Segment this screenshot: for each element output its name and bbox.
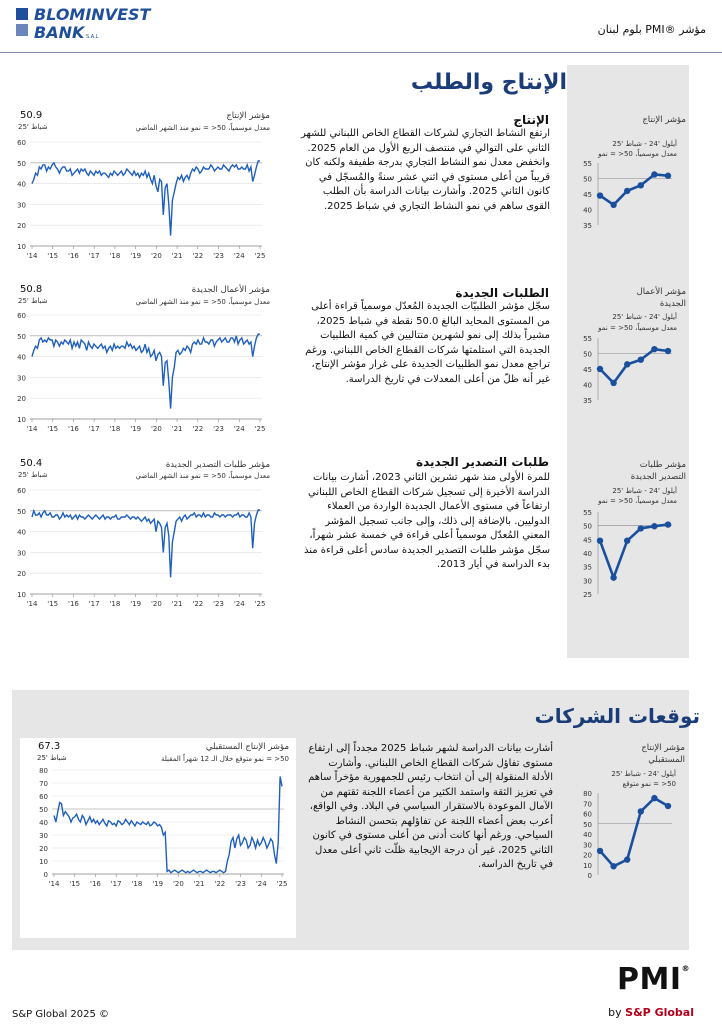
data-point — [624, 361, 630, 367]
y-tick-label: 30 — [17, 201, 26, 210]
x-tick-label: '16 — [68, 425, 79, 433]
x-tick-label: '15 — [47, 600, 59, 608]
series-line — [600, 525, 668, 578]
y-tick-label: 35 — [583, 222, 592, 230]
series-line — [600, 798, 668, 866]
y-tick-label: 40 — [583, 381, 592, 390]
data-point — [610, 202, 616, 208]
y-tick-label: 20 — [17, 570, 26, 579]
y-tick-label: 0 — [43, 871, 48, 879]
sidebar-chart-title: مؤشر الإنتاج المستقبلي — [641, 743, 685, 765]
x-tick-label: '23 — [235, 880, 246, 888]
y-tick-label: 20 — [17, 395, 26, 404]
sidebar-chart-date: أيلول '24 - شباط '25 — [612, 313, 677, 321]
y-tick-label: 10 — [39, 858, 48, 866]
y-tick-label: 0 — [587, 872, 592, 880]
x-tick-label: '22 — [192, 600, 204, 608]
y-tick-label: 60 — [17, 487, 26, 495]
data-point — [597, 848, 603, 854]
y-tick-label: 10 — [17, 243, 26, 251]
x-tick-label: '19 — [152, 880, 164, 888]
data-point — [665, 521, 671, 527]
x-tick-label: '20 — [150, 600, 162, 608]
data-point — [638, 357, 644, 363]
y-tick-label: 30 — [17, 374, 26, 383]
data-point — [638, 525, 644, 531]
chart-date: شباط '25 — [18, 123, 48, 131]
data-point — [624, 856, 630, 862]
sidebar-chart-title: مؤشر طلبات التصدير الجديدة — [630, 460, 686, 482]
x-tick-label: '24 — [233, 425, 245, 433]
y-tick-label: 50 — [583, 175, 592, 184]
y-tick-label: 10 — [17, 591, 26, 599]
paragraph: للمرة الأولى منذ شهر تشرين الثاني 2023، أشارت بيانات الدراسة الأخيرة إلى تسجيل شركات القطاع الخاص اللبناني ارتفاعاً في مستوى الأعمال الجديدة الواردة من العملاء الدوليين. بالإضافة إلى ذلك، وإلى جانب تسجيل المؤشر المعني المُعدّل موسمياً أعلى قراءة في خمسة عشر شهراً، سجّل مؤشر طلبات التصدير الجديدة سادس أعلى قراءة منذ بدء الدراسة في أيار 2013. — [304, 472, 550, 570]
bank-logo-mark — [14, 2, 184, 46]
series-line — [600, 175, 668, 205]
y-tick-label: 40 — [583, 831, 592, 839]
chart-date: شباط '25 — [18, 297, 48, 305]
x-tick-label: '17 — [88, 252, 100, 260]
svg-text:BANK: BANK — [34, 23, 85, 42]
x-tick-label: '18 — [109, 600, 121, 608]
data-point — [638, 182, 644, 188]
y-tick-label: 60 — [39, 793, 48, 801]
sidebar-chart-date: أيلول '24 - شباط '25 — [612, 487, 677, 495]
x-tick-label: '14 — [26, 425, 38, 433]
y-tick-label: 60 — [17, 312, 26, 320]
x-tick-label: '23 — [213, 252, 224, 260]
x-tick-label: '16 — [90, 880, 101, 888]
data-point — [597, 366, 603, 372]
future-output-chart — [22, 762, 294, 892]
x-tick-label: '15 — [69, 880, 81, 888]
y-tick-label: 50 — [17, 507, 26, 516]
y-tick-label: 35 — [583, 397, 592, 405]
x-tick-label: '25 — [254, 252, 266, 260]
subsection-title: طلبات التصدير الجديدة — [416, 455, 549, 469]
data-point — [597, 538, 603, 544]
y-tick-label: 30 — [583, 841, 592, 850]
new-orders-mini-chart — [572, 333, 682, 408]
x-tick-label: '21 — [171, 600, 183, 608]
data-point — [651, 523, 657, 529]
x-tick-label: '24 — [255, 880, 267, 888]
x-tick-label: '25 — [254, 600, 266, 608]
series-line — [32, 161, 260, 236]
x-tick-label: '25 — [276, 880, 288, 888]
x-tick-label: '15 — [47, 252, 59, 260]
section-heading: الإنتاج والطلب — [410, 70, 567, 95]
y-tick-label: 30 — [583, 577, 592, 586]
subsection-title: الإنتاج — [513, 113, 549, 127]
copyright: S&P Global 2025 © — [12, 1009, 110, 1020]
data-point — [597, 192, 603, 198]
x-tick-label: '15 — [47, 425, 59, 433]
y-tick-label: 55 — [583, 160, 592, 168]
x-tick-label: '16 — [68, 252, 79, 260]
sidebar-chart-title: مؤشر الإنتاج — [642, 115, 686, 125]
paragraph: أشارت بيانات الدراسة لشهر شباط 2025 مجدداً إلى ارتفاع مستوى تفاؤل شركات القطاع الخاص اللبناني. وأشارت الأدلة المنقولة إلى أن انتخاب رئيس للجمهورية مؤخراً ساهم في تعزيز الثقة واستمد الكثير من أعضاء اللجنة ثقتهم من الآمال الموعودة بالاستقرار السياسي في البلاد. وفي الواقع، أعرب بعض أعضاء اللجنة عن تفاؤلهم بتحسن النشاط السياحي. ورغم أنها كانت أدنى من أعلى مستوى في كانون الثاني 2025، غير أن درجة الإيجابية ظلّت ثاني أعلى معدل في تاريخ الدراسة. — [308, 743, 553, 870]
new-orders-chart — [0, 307, 272, 437]
x-tick-label: '22 — [192, 425, 204, 433]
series-line — [32, 334, 260, 409]
pmi-logo: PMI® — [616, 962, 690, 997]
chart-value: 50.9 — [20, 110, 43, 121]
x-tick-label: '22 — [192, 252, 204, 260]
y-tick-label: 20 — [39, 845, 48, 853]
y-tick-label: 50 — [17, 159, 26, 168]
y-tick-label: 20 — [17, 222, 26, 231]
x-tick-label: '17 — [110, 880, 122, 888]
y-tick-label: 10 — [583, 861, 592, 870]
chart-value: 67.3 — [38, 741, 61, 752]
y-tick-label: 50 — [583, 350, 592, 359]
x-tick-label: '20 — [172, 880, 184, 888]
chart-title: مؤشر الأعمال الجديدة — [191, 285, 270, 295]
x-tick-label: '23 — [213, 425, 224, 433]
data-point — [651, 346, 657, 352]
x-tick-label: '16 — [68, 600, 79, 608]
x-tick-label: '14 — [26, 252, 38, 260]
chart-title: مؤشر الإنتاج المستقبلي — [205, 742, 289, 752]
x-tick-label: '18 — [131, 880, 143, 888]
y-tick-label: 35 — [583, 563, 592, 572]
sidebar-chart-date: أيلول '24 - شباط '25 — [611, 770, 676, 778]
y-tick-label: 50 — [39, 806, 48, 814]
output-chart — [0, 134, 272, 264]
y-tick-label: 55 — [583, 335, 592, 343]
sidebar-chart-date: أيلول '24 - شباط '25 — [612, 140, 677, 148]
data-point — [665, 173, 671, 179]
y-tick-label: 45 — [583, 536, 592, 545]
subsection-title: الطلبات الجديدة — [455, 286, 549, 300]
data-point — [665, 803, 671, 809]
x-tick-label: '20 — [150, 425, 162, 433]
blominvest-logo — [14, 2, 184, 46]
y-tick-label: 40 — [39, 819, 48, 827]
chart-date: شباط '25 — [18, 471, 48, 479]
report-title: مؤشر ®PMI بلوم لبنان — [597, 23, 706, 36]
y-tick-label: 55 — [583, 509, 592, 517]
y-tick-label: 10 — [17, 416, 26, 424]
series-line — [32, 510, 260, 577]
future-output-mini-chart — [572, 788, 682, 883]
y-tick-label: 30 — [39, 832, 48, 840]
y-tick-label: 70 — [583, 800, 592, 809]
y-tick-label: 70 — [39, 780, 48, 788]
y-tick-label: 50 — [583, 522, 592, 531]
output-mini-chart — [572, 158, 682, 233]
data-point — [651, 795, 657, 801]
sidebar-chart-subtitle: معدل موسمياً، 50< = نمو — [598, 497, 677, 505]
data-point — [638, 808, 644, 814]
y-tick-label: 80 — [39, 767, 48, 775]
export-orders-chart — [0, 482, 272, 612]
y-tick-label: 40 — [17, 353, 26, 362]
y-tick-label: 80 — [583, 790, 592, 798]
data-point — [610, 380, 616, 386]
sidebar-chart-subtitle: معدل موسمياً، 50< = نمو — [598, 150, 677, 158]
svg-text:BLOMINVEST: BLOMINVEST — [34, 5, 151, 24]
sidebar-chart-subtitle: معدل موسمياً، 50< = نمو — [598, 324, 677, 332]
y-tick-label: 50 — [17, 332, 26, 341]
x-tick-label: '14 — [48, 880, 60, 888]
paragraph: ارتفع النشاط التجاري لشركات القطاع الخاص اللبناني للشهر الثاني على التوالي في منتصف الربع الأول من العام 2025. وانخفض معدل نمو النشاط التجاري بدرجة طفيفة ولكنه كان قريباً من أعلى مستوى في اثني عشر سنةً والمُسجّل في كانون الثاني 2025. وأشارت بيانات الدراسة بأن الطلب القوى ساهم في نمو النشاط التجاري في شباط 2025. — [300, 128, 550, 212]
x-tick-label: '14 — [26, 600, 38, 608]
y-tick-label: 40 — [17, 180, 26, 189]
chart-title: مؤشر طلبات التصدير الجديدة — [165, 460, 270, 470]
chart-title: مؤشر الإنتاج — [226, 111, 270, 121]
x-tick-label: '21 — [171, 252, 183, 260]
series-line — [600, 349, 668, 383]
y-tick-label: 50 — [583, 820, 592, 829]
section-heading: توقعات الشركات — [534, 704, 700, 728]
export-orders-mini-chart — [572, 507, 682, 602]
x-tick-label: '19 — [130, 425, 142, 433]
data-point — [624, 538, 630, 544]
sidebar-chart-subtitle: 50< = نمو متوقع — [622, 780, 676, 788]
chart-subtitle: معدل موسمياً، 50< = نمو منذ الشهر الماضي — [135, 124, 270, 132]
y-tick-label: 25 — [583, 591, 592, 599]
y-tick-label: 45 — [583, 191, 592, 199]
x-tick-label: '18 — [109, 425, 121, 433]
x-tick-label: '17 — [88, 600, 100, 608]
chart-value: 50.4 — [20, 458, 43, 469]
header-divider — [0, 52, 722, 53]
x-tick-label: '19 — [130, 252, 142, 260]
x-tick-label: '21 — [193, 880, 205, 888]
y-tick-label: 60 — [17, 139, 26, 147]
y-tick-label: 30 — [17, 549, 26, 558]
y-tick-label: 45 — [583, 366, 592, 374]
paragraph: سجّل مؤشر الطلبيّات الجديدة المُعدّل موسمياً قراءة أعلى من المستوى المحايد البالغ 50.0 نقطة في شباط 2025، مشيراً بذلك إلى نمو لشهرين متتاليين في كمية الطلبيات الجديدة التي استلمتها شركات القطاع الخاص اللبناني. ورغم تراجع معدل نمو الطلبيات الجديدة على غرار مؤشر الإنتاج، غير أنه ظلّ من أعلى المعدلات في تاريخ الدراسة. — [305, 301, 550, 385]
x-tick-label: '19 — [130, 600, 142, 608]
chart-date: شباط '25 — [37, 754, 67, 762]
svg-text:S.A.L: S.A.L — [86, 34, 99, 40]
x-tick-label: '17 — [88, 425, 100, 433]
x-tick-label: '21 — [171, 425, 183, 433]
x-tick-label: '25 — [254, 425, 266, 433]
data-point — [610, 863, 616, 869]
x-tick-label: '22 — [214, 880, 226, 888]
x-tick-label: '24 — [233, 252, 245, 260]
y-tick-label: 60 — [583, 810, 592, 819]
data-point — [665, 348, 671, 354]
y-tick-label: 40 — [583, 206, 592, 215]
data-point — [610, 574, 616, 580]
chart-value: 50.8 — [20, 284, 43, 295]
series-line — [54, 777, 282, 873]
sidebar-chart-title: مؤشر الأعمال الجديدة — [636, 287, 686, 309]
chart-subtitle: معدل موسمياً، 50< = نمو منذ الشهر الماضي — [135, 472, 270, 480]
sp-global-logo: by S&P Global — [608, 1006, 694, 1019]
data-point — [624, 188, 630, 194]
x-tick-label: '24 — [233, 600, 245, 608]
y-tick-label: 20 — [583, 851, 592, 860]
x-tick-label: '20 — [150, 252, 162, 260]
chart-subtitle: 50< = نمو متوقع خلال الـ 12 شهراً المقبلة — [160, 755, 289, 763]
data-point — [651, 171, 657, 177]
y-tick-label: 40 — [583, 550, 592, 558]
x-tick-label: '18 — [109, 252, 121, 260]
chart-subtitle: معدل موسمياً، 50< = نمو منذ الشهر الماضي — [135, 298, 270, 306]
x-tick-label: '23 — [213, 600, 224, 608]
y-tick-label: 40 — [17, 528, 26, 537]
